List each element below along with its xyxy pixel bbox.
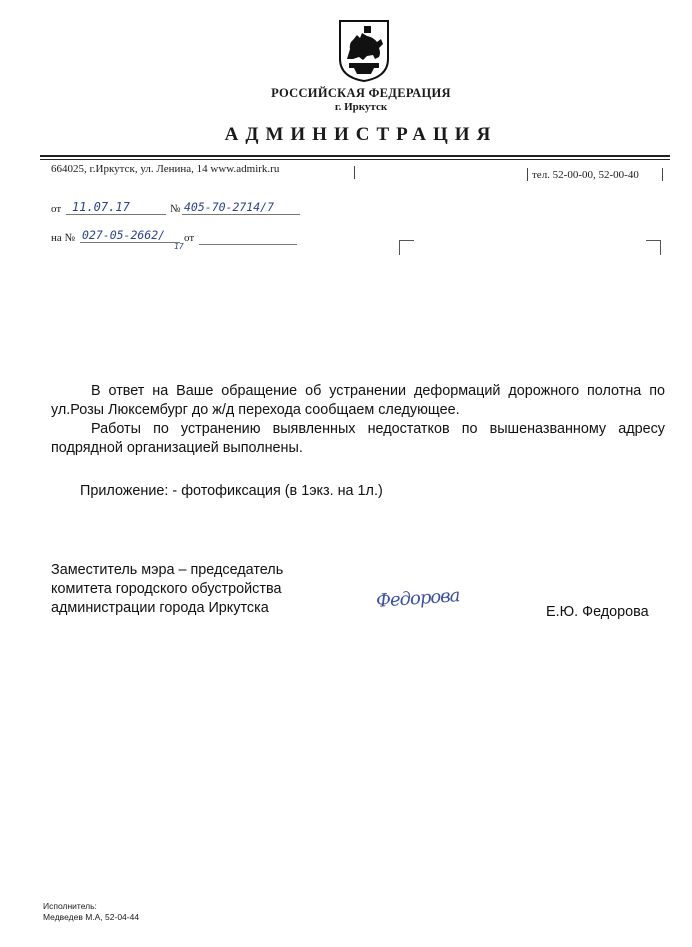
divider [662, 168, 663, 181]
address-line: 664025, г.Иркутск, ул. Ленина, 14 www.admirk.ru [51, 163, 280, 175]
divider [354, 166, 355, 179]
signer-title-line-3: администрации города Иркутска [51, 600, 269, 616]
divider [527, 168, 528, 181]
signer-name: Е.Ю. Федорова [546, 604, 649, 620]
signer-title-line-1: Заместитель мэра – председатель [51, 562, 284, 578]
from-label: от [51, 203, 62, 215]
reply-number: 027-05-2662/ [82, 228, 166, 242]
reply-number-field [80, 228, 180, 243]
recipient-bracket-right [646, 240, 661, 255]
signature-text: Федорова [375, 585, 461, 612]
executor-label: Исполнитель: [43, 901, 97, 911]
from-date: 11.07.17 [72, 200, 130, 214]
number-label: № [170, 203, 181, 215]
executor-info: Медведев М.А, 52-04-44 [43, 912, 140, 922]
reply-from-label: от [184, 232, 195, 244]
from-date-field [66, 200, 166, 215]
reply-from-field [199, 230, 297, 245]
header-rule-thick [40, 155, 670, 157]
body-paragraph-2: Работы по устранению выявленных недостатков по вышеназванному адресу подрядной организацией выполнены. [51, 421, 665, 456]
reply-number-suffix: 17 [174, 242, 184, 251]
number-value: 405-70-2714/7 [184, 200, 275, 214]
reply-label: на № [51, 232, 76, 244]
country-name: РОССИЙСКАЯ ФЕДЕРАЦИЯ [271, 86, 451, 100]
city-name: г. Иркутск [334, 101, 388, 113]
signer-title-line-2: комитета городского обустройства [51, 581, 282, 597]
attachment-line: Приложение: - фотофиксация (в 1экз. на 1л.) [80, 483, 383, 499]
body-paragraph-1: В ответ на Ваше обращение об устранении деформаций дорожного полотна по ул.Розы Люксембург до ж/д перехода сообщаем следующее. [51, 383, 665, 418]
recipient-bracket-left [399, 240, 414, 255]
number-field [182, 200, 300, 215]
organization-title: АДМИНИСТРАЦИЯ [224, 124, 498, 145]
header-rule-thin [40, 159, 670, 160]
irkutsk-coat-of-arms-icon [337, 19, 391, 82]
handwritten-signature [376, 586, 486, 622]
phone-line: тел. 52-00-00, 52-00-40 [532, 169, 639, 181]
